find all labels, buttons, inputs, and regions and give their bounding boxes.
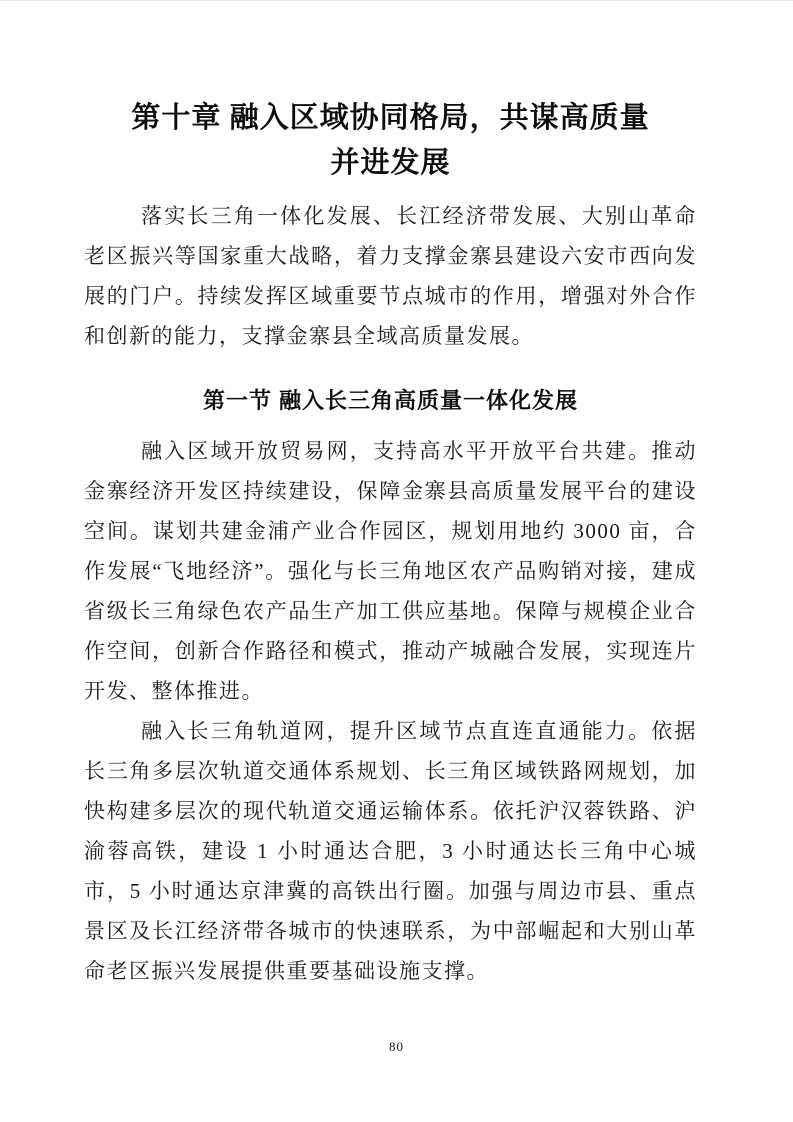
section-paragraph-2: 融入长三角轨道网，提升区域节点直连直通能力。依据长三角多层次轨道交通体系规划、长三角区域铁路网规划，加快构建多层次的现代轨道交通运输体系。依托沪汉蓉铁路、沪渝蓉高铁，建设 1 小时通达合肥，3 小时通达长三角中心城市，5 小时通达京津冀的高铁出行圈。加强与周边市县、重点景区及长江经济带各城市的快速联系，为中部崛起和大别山革命老区振兴发展提供重要基础设施支撑。 [84, 719, 697, 983]
chapter-title-line1: 第十章 融入区域协同格局，共谋高质量 [131, 102, 650, 134]
section-heading: 第一节 融入长三角高质量一体化发展 [202, 388, 579, 413]
page-content [84, 96, 697, 991]
chapter-title-line2: 并进发展 [330, 147, 451, 179]
chapter-title [84, 96, 697, 186]
intro-paragraph: 落实长三角一体化发展、长江经济带发展、大别山革命老区振兴等国家重大战略，着力支撑金寨县建设六安市西向发展的门户。持续发挥区域重要节点城市的作用，增强对外合作和创新的能力，支撑金寨县全域高质量发展。 [84, 204, 697, 348]
section-paragraph-1: 融入区域开放贸易网，支持高水平开放平台共建。推动金寨经济开发区持续建设，保障金寨县高质量发展平台的建设空间。谋划共建金浦产业合作园区，规划用地约 3000 亩，合作发展“飞地经济”。强化与长三角地区农产品购销对接，建成省级长三角绿色农产品生产加工供应基地。保障与规模企业合作空间，创新合作路径和模式，推动产城融合发展，实现连片开发、整体推进。 [84, 439, 697, 703]
page-number: 80 [389, 1039, 404, 1054]
